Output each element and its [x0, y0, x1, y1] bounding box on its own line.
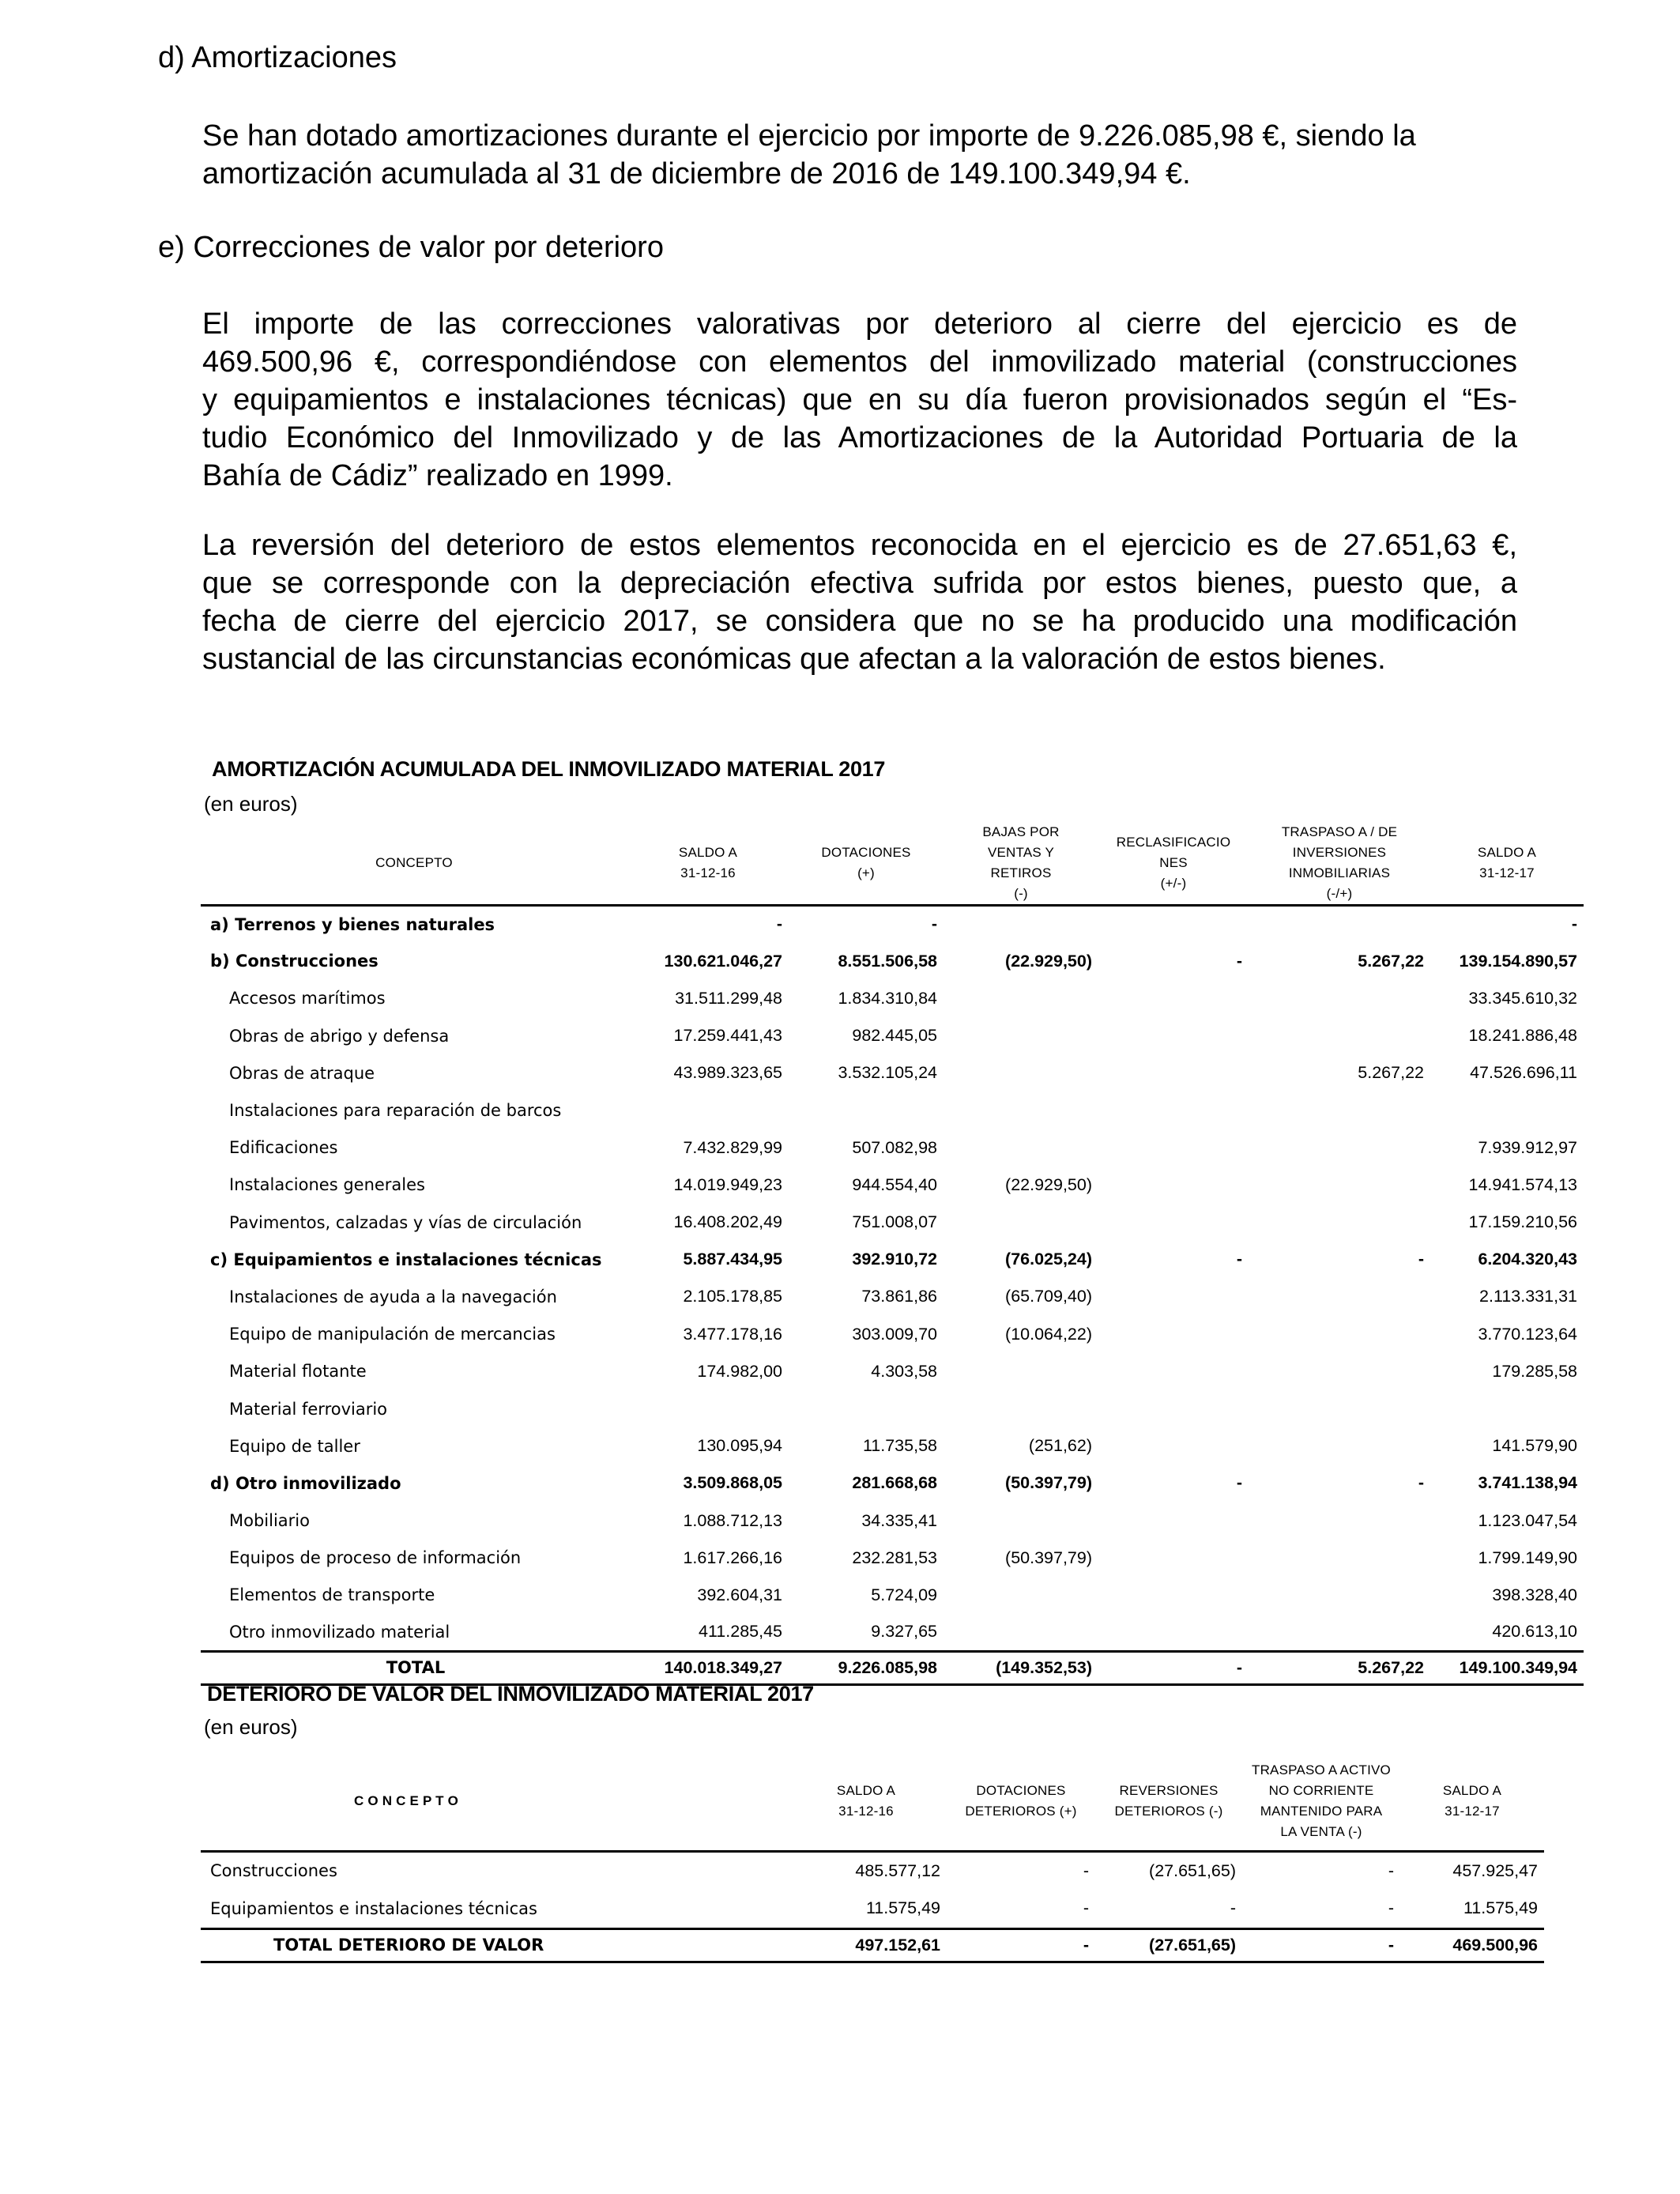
total-saldo-final: 149.100.349,94	[1459, 1657, 1577, 1677]
col-header-concepto: CONCEPTO	[375, 855, 453, 870]
row-concept: Instalaciones para reparación de barcos	[229, 1101, 562, 1121]
cell-sf: 11.575,49	[1463, 1898, 1538, 1918]
cell-baj	[944, 906, 1098, 943]
cell-si: 5.887.434,95	[683, 1250, 782, 1269]
table-row	[201, 1614, 1584, 1651]
row-concept: d) Otro inmovilizado	[210, 1473, 401, 1493]
paragraph-line: tudio Económico del Inmovilizado y de las Amortizaciones de la Autoridad Portuaria de la	[202, 421, 1517, 454]
cell-dot: 232.281,53	[852, 1547, 937, 1567]
cell-si: 485.577,12	[855, 1860, 940, 1880]
cell-sf	[1430, 1390, 1584, 1427]
cell-rec	[1098, 1017, 1249, 1054]
cell-sf: 1.123.047,54	[1478, 1510, 1577, 1530]
total-dotaciones: -	[1083, 1935, 1089, 1955]
col-header-traspaso: TRASPASO A ACTIVO NO CORRIENTE MANTENIDO PARA LA VENTA (-)	[1252, 1762, 1391, 1840]
total-saldo-inicial: 497.152,61	[855, 1935, 940, 1955]
cell-baj	[944, 1054, 1098, 1091]
cell-rec	[1098, 1577, 1249, 1614]
cell-si: 43.989.323,65	[673, 1063, 782, 1083]
table-row	[201, 1502, 1584, 1540]
cell-tra	[1249, 1091, 1430, 1129]
cell-dot: 392.910,72	[852, 1250, 937, 1269]
table1-subtitle: (en euros)	[204, 792, 298, 816]
cell-sf: 141.579,90	[1492, 1436, 1577, 1456]
cell-baj: (22.929,50)	[1005, 951, 1092, 971]
col-header-reversiones: REVERSIONES DETERIOROS (-)	[1114, 1783, 1223, 1819]
table-row	[201, 1540, 1584, 1577]
paragraph-line: Bahía de Cádiz” realizado en 1999.	[202, 459, 673, 492]
cell-si: 2.105.178,85	[683, 1287, 782, 1306]
total-saldo-final: 469.500,96	[1452, 1935, 1538, 1955]
cell-rec	[1098, 1204, 1249, 1241]
table-row	[201, 1390, 1584, 1427]
cell-dot: 5.724,09	[871, 1585, 937, 1604]
cell-si: 392.604,31	[697, 1585, 782, 1604]
row-concept: Elementos de transporte	[229, 1585, 435, 1605]
cell-sf: 7.939.912,97	[1478, 1137, 1577, 1157]
row-concept: Accesos marítimos	[229, 989, 386, 1008]
cell-rec	[1098, 906, 1249, 943]
cell-sf: -	[1571, 914, 1577, 934]
total-bajas: (149.352,53)	[996, 1657, 1092, 1677]
cell-baj: (76.025,24)	[1005, 1250, 1092, 1269]
cell-sf: 457.925,47	[1452, 1860, 1538, 1880]
cell-dot: 11.735,58	[862, 1436, 937, 1456]
cell-rec	[1098, 1390, 1249, 1427]
table-row	[201, 1129, 1584, 1167]
table-total-row	[201, 1928, 1544, 1962]
table-row	[201, 943, 1584, 980]
row-concept: Equipo de taller	[229, 1436, 360, 1456]
cell-baj: (65.709,40)	[1005, 1287, 1092, 1306]
table2-subtitle: (en euros)	[204, 1715, 298, 1739]
cell-si	[627, 1091, 789, 1129]
cell-dot: -	[1083, 1860, 1089, 1880]
amortization-table	[201, 822, 1584, 1686]
table-row	[201, 1017, 1584, 1054]
cell-tra	[1249, 1316, 1430, 1353]
total-traspaso: -	[1388, 1935, 1394, 1955]
cell-tra: -	[1418, 1473, 1424, 1493]
cell-si: 16.408.202,49	[673, 1212, 782, 1232]
table-row	[201, 1465, 1584, 1502]
table-row	[201, 1851, 1544, 1890]
cell-dot: 507.082,98	[852, 1137, 937, 1157]
table-row	[201, 1316, 1584, 1353]
total-dotaciones: 9.226.085,98	[838, 1657, 937, 1677]
cell-tra	[1249, 1390, 1430, 1427]
table-row	[201, 980, 1584, 1017]
cell-sf: 3.770.123,64	[1478, 1324, 1577, 1344]
cell-si	[627, 1390, 789, 1427]
table-row	[201, 1054, 1584, 1091]
table-row	[201, 906, 1584, 943]
cell-dot	[789, 1091, 944, 1129]
row-concept: a) Terrenos y bienes naturales	[210, 914, 495, 934]
cell-sf: 3.741.138,94	[1478, 1473, 1577, 1493]
cell-dot: 1.834.310,84	[838, 988, 937, 1008]
cell-baj	[944, 1204, 1098, 1241]
cell-tra	[1249, 1167, 1430, 1204]
cell-dot: 3.532.105,24	[838, 1063, 937, 1083]
col-header-dotaciones: DOTACIONES DETERIOROS (+)	[965, 1783, 1077, 1819]
cell-tra	[1249, 1278, 1430, 1315]
row-concept: Equipo de manipulación de mercancias	[229, 1325, 556, 1344]
section-e-heading: e) Correcciones de valor por deterioro	[158, 231, 664, 264]
cell-tra	[1249, 1540, 1430, 1577]
row-concept: Instalaciones de ayuda a la navegación	[229, 1287, 557, 1306]
cell-rev: (27.651,65)	[1149, 1860, 1236, 1880]
cell-si: 11.575,49	[865, 1898, 940, 1918]
cell-sf: 139.154.890,57	[1459, 951, 1577, 971]
row-concept: Equipos de proceso de información	[229, 1548, 522, 1568]
section-e-paragraph-1	[202, 305, 1517, 495]
cell-baj	[944, 1390, 1098, 1427]
cell-baj	[944, 1017, 1098, 1054]
cell-rec	[1098, 1278, 1249, 1315]
cell-rec	[1098, 1614, 1249, 1651]
table-row	[201, 1278, 1584, 1315]
total-label: TOTAL DETERIORO DE VALOR	[273, 1936, 544, 1955]
cell-rec	[1098, 1167, 1249, 1204]
cell-baj	[944, 1614, 1098, 1651]
row-concept: Edificaciones	[229, 1138, 338, 1158]
row-concept: Instalaciones generales	[229, 1175, 426, 1195]
cell-rec	[1098, 1427, 1249, 1465]
cell-tra: -	[1388, 1898, 1394, 1918]
cell-sf: 14.941.574,13	[1468, 1174, 1577, 1194]
row-concept: c) Equipamientos e instalaciones técnicas	[210, 1250, 602, 1269]
col-header-concepto: C O N C E P T O	[354, 1793, 459, 1809]
cell-si: 130.621.046,27	[664, 951, 782, 971]
table-header-row	[201, 822, 1584, 906]
table-row	[201, 1091, 1584, 1129]
cell-si: -	[776, 914, 782, 934]
row-concept: b) Construcciones	[210, 952, 379, 971]
cell-si: 7.432.829,99	[683, 1137, 782, 1157]
table-row	[201, 1890, 1544, 1928]
cell-tra	[1249, 1427, 1430, 1465]
cell-dot: 34.335,41	[861, 1510, 937, 1530]
cell-baj	[944, 1091, 1098, 1129]
section-e-paragraph-2	[202, 526, 1517, 678]
total-reclasificaciones: -	[1236, 1657, 1242, 1677]
row-concept: Material flotante	[229, 1362, 367, 1382]
cell-tra	[1249, 906, 1430, 943]
cell-sf: 47.526.696,11	[1470, 1063, 1577, 1083]
cell-dot	[789, 1390, 944, 1427]
total-traspaso: 5.267,22	[1358, 1657, 1424, 1677]
paragraph-line: sustancial de las circunstancias económicas que afectan a la valoración de estos bienes.	[202, 643, 1386, 676]
cell-tra	[1249, 1614, 1430, 1651]
cell-rev: -	[1230, 1898, 1236, 1918]
cell-tra	[1249, 1129, 1430, 1167]
impairment-table	[201, 1753, 1544, 1963]
col-header-saldo-final: SALDO A 31-12-17	[1477, 845, 1537, 880]
cell-tra	[1249, 1017, 1430, 1054]
cell-dot: 982.445,05	[852, 1026, 937, 1046]
cell-baj: (50.397,79)	[1005, 1473, 1092, 1493]
cell-si: 3.477.178,16	[683, 1324, 782, 1344]
cell-dot: 281.668,68	[852, 1473, 937, 1493]
cell-rec	[1098, 1353, 1249, 1390]
cell-dot: 303.009,70	[852, 1324, 937, 1344]
cell-sf: 179.285,58	[1492, 1361, 1577, 1381]
cell-rec	[1098, 1540, 1249, 1577]
cell-sf: 6.204.320,43	[1478, 1250, 1577, 1269]
cell-sf: 420.613,10	[1492, 1622, 1577, 1642]
table-row	[201, 1353, 1584, 1390]
cell-rec	[1098, 1502, 1249, 1540]
cell-dot: 73.861,86	[861, 1287, 937, 1306]
paragraph-line: y equipamientos e instalaciones técnicas) que en su día fueron provisionados según el “Es-	[202, 383, 1517, 417]
cell-baj	[944, 1502, 1098, 1540]
total-saldo-inicial: 140.018.349,27	[664, 1657, 782, 1677]
cell-tra	[1249, 1353, 1430, 1390]
row-concept: Obras de atraque	[229, 1063, 375, 1083]
cell-dot: 4.303,58	[871, 1361, 937, 1381]
table2-title: DETERIORO DE VALOR DEL INMOVILIZADO MATERIAL 2017	[207, 1682, 814, 1706]
cell-si: 17.259.441,43	[673, 1026, 782, 1046]
paragraph-line: El importe de las correcciones valorativas por deterioro al cierre del ejercicio es de	[202, 307, 1517, 341]
table-row	[201, 1577, 1584, 1614]
cell-tra	[1249, 1502, 1430, 1540]
cell-baj	[944, 1129, 1098, 1167]
paragraph-line: que se corresponde con la depreciación efectiva sufrida por estos bienes, puesto que, a	[202, 567, 1517, 600]
table-row	[201, 1204, 1584, 1241]
cell-tra: 5.267,22	[1358, 951, 1424, 971]
cell-baj	[944, 980, 1098, 1017]
cell-dot: -	[1083, 1898, 1089, 1918]
cell-sf: 1.799.149,90	[1478, 1547, 1577, 1567]
table-total-row	[201, 1651, 1584, 1684]
cell-tra: 5.267,22	[1358, 1063, 1424, 1083]
cell-si: 1.617.266,16	[683, 1547, 782, 1567]
cell-tra: -	[1418, 1250, 1424, 1269]
cell-dot: 944.554,40	[852, 1174, 937, 1194]
cell-baj	[944, 1577, 1098, 1614]
cell-rec	[1098, 980, 1249, 1017]
row-concept: Construcciones	[210, 1861, 337, 1881]
cell-si: 14.019.949,23	[673, 1174, 782, 1194]
cell-baj: (10.064,22)	[1005, 1324, 1092, 1344]
cell-rec: -	[1236, 1473, 1242, 1493]
cell-dot: 751.008,07	[852, 1212, 937, 1232]
section-d-paragraph	[202, 117, 1517, 193]
cell-sf: 33.345.610,32	[1468, 988, 1577, 1008]
col-header-traspaso: TRASPASO A / DE INVERSIONES INMOBILIARIAS (-/+)	[1281, 824, 1398, 901]
cell-sf: 2.113.331,31	[1479, 1287, 1577, 1306]
cell-si: 31.511.299,48	[675, 988, 782, 1008]
section-d-heading: d) Amortizaciones	[158, 41, 397, 74]
cell-tra	[1249, 1577, 1430, 1614]
cell-si: 174.982,00	[697, 1361, 782, 1381]
paragraph-line: Se han dotado amortizaciones durante el ejercicio por importe de 9.226.085,98 €, siendo la	[202, 119, 1416, 153]
cell-tra: -	[1388, 1860, 1394, 1880]
col-header-bajas: BAJAS POR VENTAS Y RETIROS (-)	[982, 824, 1060, 901]
col-header-saldo-inicial: SALDO A 31-12-16	[836, 1783, 896, 1819]
cell-rec	[1098, 1091, 1249, 1129]
cell-si: 3.509.868,05	[683, 1473, 782, 1493]
paragraph-line: 469.500,96 €, correspondiéndose con elementos del inmovilizado material (construcciones	[202, 345, 1517, 379]
table1-title: AMORTIZACIÓN ACUMULADA DEL INMOVILIZADO MATERIAL 2017	[212, 757, 886, 781]
row-concept: Equipamientos e instalaciones técnicas	[210, 1898, 537, 1918]
cell-rec	[1098, 1129, 1249, 1167]
cell-baj: (251,62)	[1028, 1436, 1092, 1456]
row-concept: Mobiliario	[229, 1511, 310, 1531]
table-row	[201, 1427, 1584, 1465]
cell-baj	[944, 1353, 1098, 1390]
cell-tra	[1249, 980, 1430, 1017]
col-header-reclasificaciones: RECLASIFICACIO NES (+/-)	[1116, 835, 1231, 891]
table-row	[201, 1241, 1584, 1278]
cell-dot: 9.327,65	[871, 1622, 937, 1642]
col-header-saldo-final: SALDO A 31-12-17	[1442, 1783, 1502, 1819]
row-concept: Pavimentos, calzadas y vías de circulación	[229, 1212, 582, 1232]
cell-dot: -	[931, 914, 937, 934]
cell-sf: 398.328,40	[1492, 1585, 1577, 1604]
cell-rec	[1098, 1054, 1249, 1091]
total-reversiones: (27.651,65)	[1149, 1935, 1236, 1955]
cell-tra	[1249, 1204, 1430, 1241]
cell-rec: -	[1236, 951, 1242, 971]
cell-rec	[1098, 1316, 1249, 1353]
cell-si: 130.095,94	[697, 1436, 782, 1456]
paragraph-line: La reversión del deterioro de estos elementos reconocida en el ejercicio es de 27.651,63 €,	[202, 529, 1517, 562]
cell-si: 411.285,45	[698, 1622, 782, 1642]
cell-sf	[1430, 1091, 1584, 1129]
cell-dot: 8.551.506,58	[838, 951, 937, 971]
row-concept: Otro inmovilizado material	[229, 1622, 450, 1642]
cell-rec: -	[1236, 1250, 1242, 1269]
total-label: TOTAL	[386, 1658, 446, 1678]
cell-baj: (50.397,79)	[1005, 1547, 1092, 1567]
table-row	[201, 1167, 1584, 1204]
paragraph-line: amortización acumulada al 31 de diciembre de 2016 de 149.100.349,94 €.	[202, 157, 1191, 190]
cell-sf: 18.241.886,48	[1468, 1026, 1577, 1046]
cell-si: 1.088.712,13	[683, 1510, 782, 1530]
cell-baj: (22.929,50)	[1005, 1174, 1092, 1194]
row-concept: Obras de abrigo y defensa	[229, 1026, 450, 1046]
col-header-saldo-inicial: SALDO A 31-12-16	[678, 845, 738, 880]
row-concept: Material ferroviario	[229, 1399, 388, 1419]
col-header-dotaciones: DOTACIONES (+)	[821, 845, 911, 880]
cell-sf: 17.159.210,56	[1468, 1212, 1577, 1232]
paragraph-line: fecha de cierre del ejercicio 2017, se considera que no se ha producido una modificación	[202, 605, 1517, 638]
table-header-row	[201, 1753, 1544, 1851]
